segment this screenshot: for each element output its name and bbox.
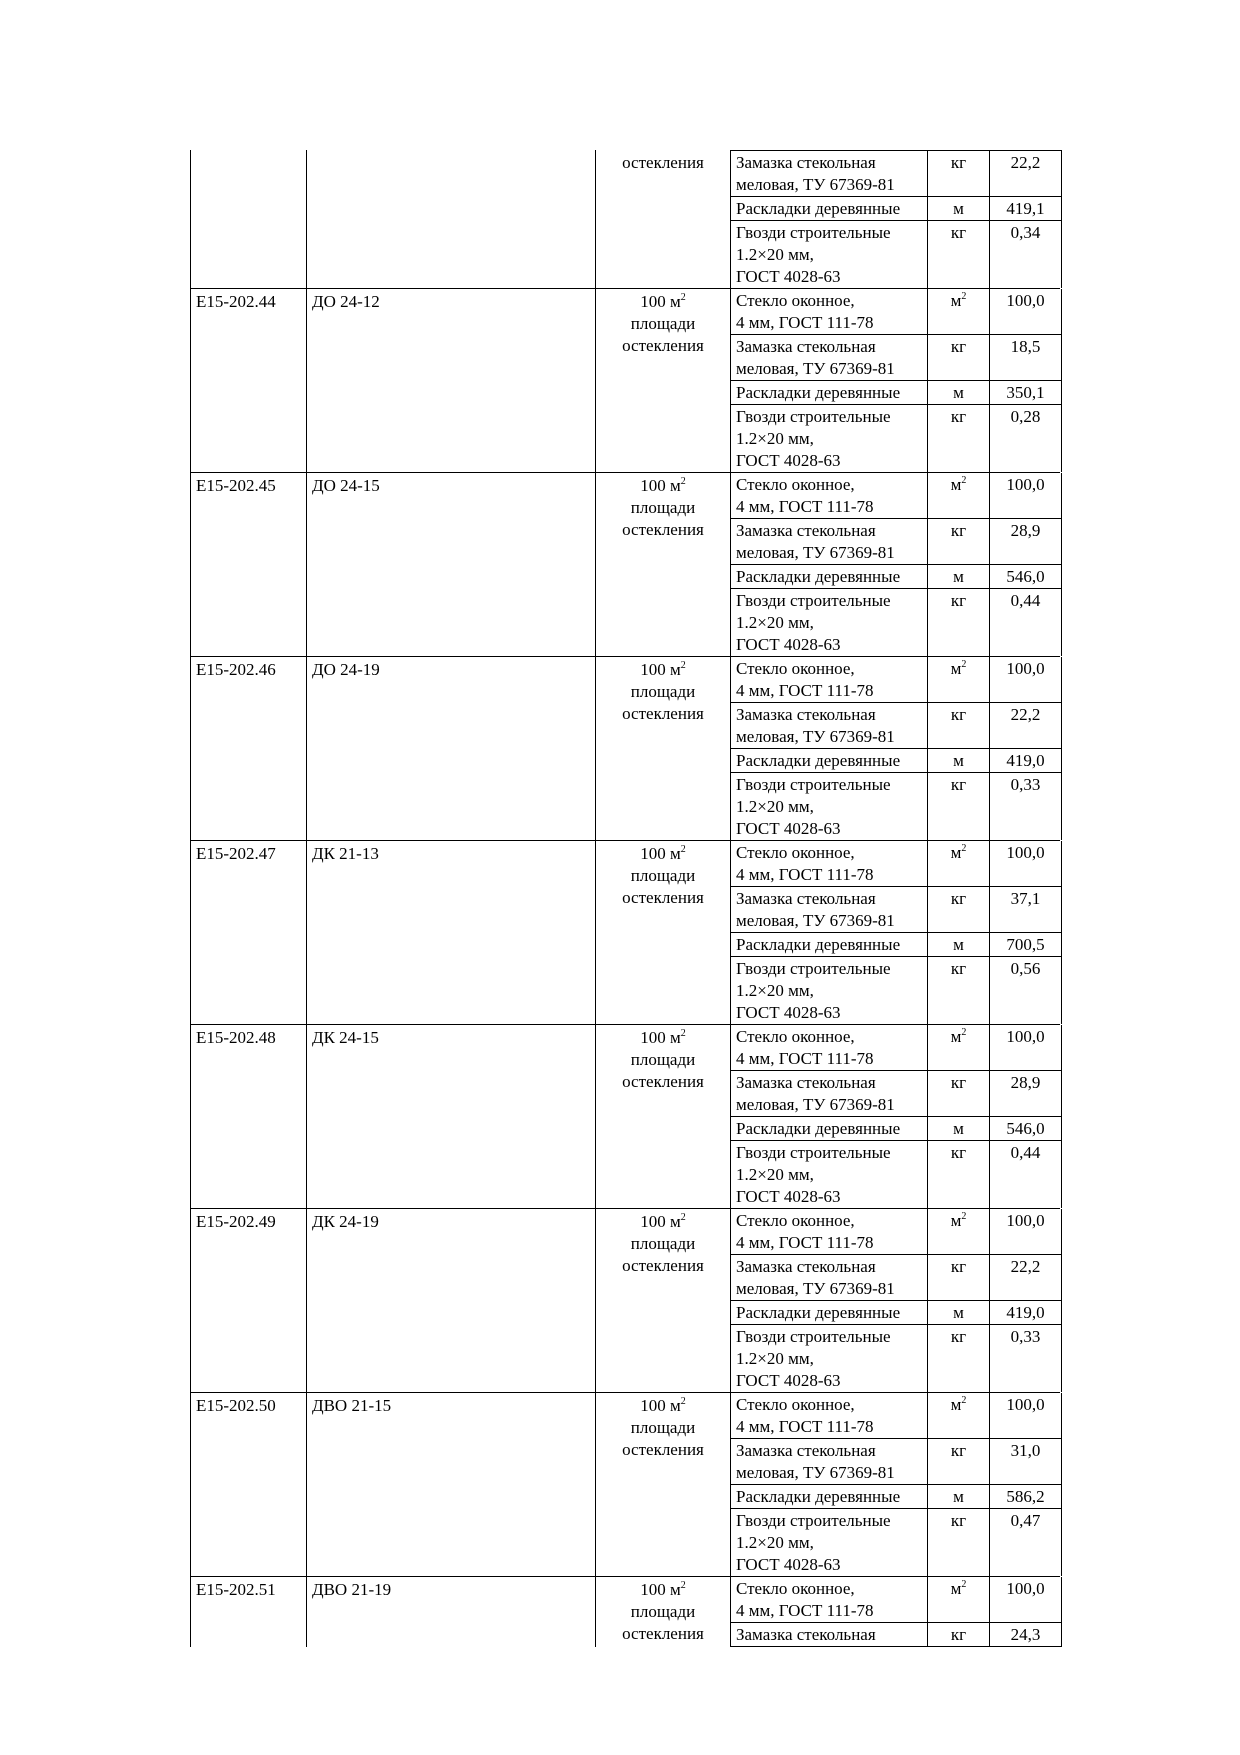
resource-name: [731, 933, 927, 956]
resource-name-line: Стекло оконное,: [736, 1395, 855, 1414]
measure-unit-line: площади: [630, 866, 696, 885]
measure-unit-line: остекления: [622, 520, 704, 539]
resource-unit: кг: [927, 589, 989, 656]
resource-quantity: 31,0: [989, 1439, 1061, 1484]
resource-quantity: 100,0: [989, 1025, 1061, 1070]
resource-row: [731, 1484, 1061, 1508]
resource-row: [731, 196, 1061, 220]
measure-unit-line: 100 $м^2$: [640, 1028, 686, 1047]
superscript: 2: [680, 660, 686, 671]
resource-row: [731, 1140, 1061, 1208]
measure-unit-line: 100 $м^2$: [640, 844, 686, 863]
resource-name-line: Стекло оконное,: [736, 1211, 855, 1230]
superscript: 2: [680, 292, 686, 303]
resource-quantity: 22,2: [989, 703, 1061, 748]
resource-quantity: 419,0: [989, 1301, 1061, 1324]
resource-unit: кг: [927, 1325, 989, 1392]
resource-row: [731, 380, 1061, 404]
resource-name-line: 4 мм, ГОСТ 111-78: [736, 681, 874, 700]
superscript: 2: [680, 844, 686, 855]
resource-row: [731, 473, 1061, 518]
norm-code: Е15-202.48: [190, 1025, 306, 1208]
resource-unit: кг: [927, 1141, 989, 1208]
norm-code: [190, 150, 306, 288]
measure-unit-line: остекления: [622, 888, 704, 907]
resource-name: [731, 335, 927, 380]
norm-code: Е15-202.44: [190, 289, 306, 472]
resource-quantity: 22,2: [989, 151, 1061, 196]
resource-unit: кг: [927, 335, 989, 380]
product-name: ДО 24-12: [306, 289, 595, 472]
resource-name-line: ГОСТ 4028-63: [736, 1003, 841, 1022]
product-name: ДВО 21-19: [306, 1577, 595, 1647]
resource-name-line: 4 мм, ГОСТ 111-78: [736, 497, 874, 516]
resource-name-line: 4 мм, ГОСТ 111-78: [736, 865, 874, 884]
measure-unit-line: остекления: [622, 704, 704, 723]
resource-quantity: 546,0: [989, 1117, 1061, 1140]
resource-unit: $м^2$: [927, 1025, 989, 1070]
resource-row: [731, 518, 1061, 564]
resource-name-line: 4 мм, ГОСТ 111-78: [736, 1049, 874, 1068]
resource-quantity: 0,34: [989, 221, 1061, 288]
resource-quantity: 28,9: [989, 1071, 1061, 1116]
measure-unit-line: площади: [630, 314, 696, 333]
resource-name-line: Стекло оконное,: [736, 475, 855, 494]
resource-quantity: 0,28: [989, 405, 1061, 472]
resource-name: [731, 151, 927, 196]
resource-row: [731, 150, 1061, 196]
resource-name: [731, 1025, 927, 1070]
resource-quantity: 419,0: [989, 749, 1061, 772]
resource-unit: м: [927, 565, 989, 588]
superscript: 2: [961, 475, 967, 486]
resource-row: [731, 1070, 1061, 1116]
resource-row: [731, 220, 1061, 288]
resource-name: [731, 565, 927, 588]
resource-quantity: 100,0: [989, 841, 1061, 886]
resource-name-line: ГОСТ 4028-63: [736, 1555, 841, 1574]
resource-quantity: 28,9: [989, 519, 1061, 564]
resource-name-line: меловая, ТУ 67369-81: [736, 543, 895, 562]
resource-unit: м: [927, 197, 989, 220]
resource-unit: м: [927, 1301, 989, 1324]
resource-name-line: 1.2×20 мм,: [736, 797, 814, 816]
superscript: 2: [961, 659, 967, 670]
resource-unit: кг: [927, 519, 989, 564]
resource-name: [731, 703, 927, 748]
measure-unit-line: 100 $м^2$: [640, 1212, 686, 1231]
resource-name-line: ГОСТ 4028-63: [736, 1371, 841, 1390]
measure-unit-line: площади: [630, 1050, 696, 1069]
resource-name-line: Замазка стекольная: [736, 1257, 876, 1276]
measure-unit-line: 100 $м^2$: [640, 660, 686, 679]
resource-name-line: Замазка стекольная: [736, 1441, 876, 1460]
resource-name-line: 4 мм, ГОСТ 111-78: [736, 1417, 874, 1436]
resource-name-line: Стекло оконное,: [736, 291, 855, 310]
resource-name-line: Раскладки деревянные: [736, 1119, 901, 1138]
resource-name: [731, 749, 927, 772]
resource-name-line: Стекло оконное,: [736, 1027, 855, 1046]
norm-entry: [190, 150, 1060, 288]
resource-quantity: 419,1: [989, 197, 1061, 220]
resource-name-line: Замазка стекольная: [736, 889, 876, 908]
measure-unit-line: остекления: [622, 1256, 704, 1275]
superscript: 2: [680, 1396, 686, 1407]
resource-name-line: Гвозди строительные: [736, 591, 891, 610]
resource-row: [731, 564, 1061, 588]
measure-unit: [595, 289, 730, 472]
resource-name-line: Гвозди строительные: [736, 775, 891, 794]
resource-row: [731, 334, 1061, 380]
resource-name-line: ГОСТ 4028-63: [736, 1187, 841, 1206]
resource-name: [731, 1209, 927, 1254]
resource-quantity: 24,3: [989, 1623, 1061, 1646]
resource-name-line: 1.2×20 мм,: [736, 1349, 814, 1368]
measure-unit-line: остекления: [622, 1440, 704, 1459]
resource-name-line: Стекло оконное,: [736, 843, 855, 862]
resource-unit: кг: [927, 405, 989, 472]
resource-unit: кг: [927, 1255, 989, 1300]
resource-name-line: Замазка стекольная: [736, 153, 876, 172]
norm-entry: [190, 656, 1060, 840]
norm-entry: [190, 288, 1060, 472]
resource-row: [731, 1300, 1061, 1324]
resource-name-line: 1.2×20 мм,: [736, 1165, 814, 1184]
measure-unit: [595, 150, 730, 288]
resource-row: [731, 588, 1061, 656]
superscript: 2: [680, 1580, 686, 1591]
resource-name-line: Гвозди строительные: [736, 223, 891, 242]
resources-table: [730, 289, 1062, 472]
resource-quantity: 0,33: [989, 1325, 1061, 1392]
resource-row: [731, 841, 1061, 886]
resource-unit: кг: [927, 1071, 989, 1116]
resource-name-line: Замазка стекольная: [736, 705, 876, 724]
resource-name: [731, 1325, 927, 1392]
resource-unit: кг: [927, 773, 989, 840]
superscript: 2: [961, 1579, 967, 1590]
resource-unit: кг: [927, 1439, 989, 1484]
resource-name-line: меловая, ТУ 67369-81: [736, 1095, 895, 1114]
resource-row: [731, 1393, 1061, 1438]
resource-name-line: меловая, ТУ 67369-81: [736, 727, 895, 746]
product-name: ДО 24-15: [306, 473, 595, 656]
superscript: 2: [961, 843, 967, 854]
measure-unit-line: 100 $м^2$: [640, 476, 686, 495]
resource-quantity: 350,1: [989, 381, 1061, 404]
resource-unit: $м^2$: [927, 473, 989, 518]
resources-table: [730, 1577, 1062, 1647]
resource-name: [731, 519, 927, 564]
resource-row: [731, 1025, 1061, 1070]
measure-unit-line: площади: [630, 1234, 696, 1253]
superscript: 2: [680, 476, 686, 487]
resource-quantity: 0,47: [989, 1509, 1061, 1576]
resource-name: [731, 1393, 927, 1438]
product-name: ДВО 21-15: [306, 1393, 595, 1576]
superscript: 2: [961, 291, 967, 302]
measure-unit-line: 100 $м^2$: [640, 1580, 686, 1599]
superscript: 2: [680, 1028, 686, 1039]
resource-unit: кг: [927, 887, 989, 932]
norm-entry: [190, 1024, 1060, 1208]
resource-name-line: Раскладки деревянные: [736, 1487, 901, 1506]
resource-name: [731, 1301, 927, 1324]
measure-unit-line: площади: [630, 498, 696, 517]
resource-quantity: 100,0: [989, 1577, 1061, 1622]
resources-table: [730, 473, 1062, 656]
resource-unit: кг: [927, 221, 989, 288]
norm-code: Е15-202.51: [190, 1577, 306, 1647]
resource-row: [731, 1209, 1061, 1254]
resource-name-line: 1.2×20 мм,: [736, 429, 814, 448]
resource-unit: $м^2$: [927, 657, 989, 702]
resources-table: [730, 1209, 1062, 1392]
resource-name-line: меловая, ТУ 67369-81: [736, 911, 895, 930]
resource-name: [731, 1071, 927, 1116]
resource-quantity: 546,0: [989, 565, 1061, 588]
resource-name: [731, 1255, 927, 1300]
resource-name: [731, 773, 927, 840]
resource-name: [731, 1509, 927, 1576]
resource-unit: $м^2$: [927, 1209, 989, 1254]
resource-unit: $м^2$: [927, 289, 989, 334]
product-name: [306, 150, 595, 288]
measure-unit: [595, 1577, 730, 1647]
measure-unit: [595, 1393, 730, 1576]
resource-name-line: Раскладки деревянные: [736, 1303, 901, 1322]
resource-unit: $м^2$: [927, 1393, 989, 1438]
measure-unit-line: площади: [630, 1418, 696, 1437]
resource-row: [731, 886, 1061, 932]
measure-unit: [595, 1025, 730, 1208]
resource-name-line: Гвозди строительные: [736, 407, 891, 426]
resource-name: [731, 473, 927, 518]
resource-quantity: 700,5: [989, 933, 1061, 956]
norm-entry: [190, 1576, 1060, 1647]
resource-quantity: 37,1: [989, 887, 1061, 932]
resource-row: [731, 1116, 1061, 1140]
norm-code: Е15-202.45: [190, 473, 306, 656]
measure-unit-line: остекления: [622, 1624, 704, 1643]
resources-table: [730, 150, 1062, 288]
resource-name-line: Замазка стекольная: [736, 1073, 876, 1092]
norm-code: Е15-202.49: [190, 1209, 306, 1392]
norm-entry: [190, 472, 1060, 656]
resource-row: [731, 1324, 1061, 1392]
resource-quantity: 100,0: [989, 473, 1061, 518]
resource-unit: кг: [927, 1623, 989, 1646]
product-name: ДК 24-19: [306, 1209, 595, 1392]
measure-unit-line: остекления: [622, 1072, 704, 1091]
measure-unit-line: площади: [630, 1602, 696, 1621]
resource-name-line: 4 мм, ГОСТ 111-78: [736, 1233, 874, 1252]
resource-name: [731, 887, 927, 932]
measure-unit-line: 100 $м^2$: [640, 292, 686, 311]
norm-code: Е15-202.50: [190, 1393, 306, 1576]
measure-unit: [595, 1209, 730, 1392]
resource-unit: кг: [927, 957, 989, 1024]
resource-name: [731, 197, 927, 220]
resource-name-line: Раскладки деревянные: [736, 751, 901, 770]
resource-name-line: Стекло оконное,: [736, 659, 855, 678]
resource-name-line: ГОСТ 4028-63: [736, 819, 841, 838]
measure-unit: [595, 473, 730, 656]
resource-name: [731, 1623, 927, 1646]
resource-quantity: 100,0: [989, 657, 1061, 702]
resources-table: [730, 1393, 1062, 1576]
norm-entry: [190, 1392, 1060, 1576]
resource-name-line: Гвозди строительные: [736, 1143, 891, 1162]
resource-name: [731, 1485, 927, 1508]
superscript: 2: [961, 1395, 967, 1406]
resource-unit: м: [927, 933, 989, 956]
resource-name: [731, 381, 927, 404]
resource-quantity: 18,5: [989, 335, 1061, 380]
resource-unit: м: [927, 1485, 989, 1508]
resource-quantity: 0,44: [989, 589, 1061, 656]
resource-quantity: 100,0: [989, 289, 1061, 334]
resource-quantity: 586,2: [989, 1485, 1061, 1508]
resource-unit: м: [927, 749, 989, 772]
resource-name-line: 4 мм, ГОСТ 111-78: [736, 313, 874, 332]
resources-table: [730, 841, 1062, 1024]
resource-quantity: 0,56: [989, 957, 1061, 1024]
resource-unit: кг: [927, 1509, 989, 1576]
resource-name-line: Раскладки деревянные: [736, 935, 901, 954]
resource-row: [731, 932, 1061, 956]
resource-name-line: Раскладки деревянные: [736, 383, 901, 402]
resource-name-line: Замазка стекольная: [736, 1625, 876, 1644]
resource-name-line: 1.2×20 мм,: [736, 981, 814, 1000]
resource-row: [731, 1508, 1061, 1576]
resource-name: [731, 221, 927, 288]
resource-name-line: 1.2×20 мм,: [736, 245, 814, 264]
norm-entry: [190, 1208, 1060, 1392]
resource-name: [731, 657, 927, 702]
resource-name-line: меловая, ТУ 67369-81: [736, 1463, 895, 1482]
resource-row: [731, 748, 1061, 772]
resource-name: [731, 957, 927, 1024]
resource-name: [731, 289, 927, 334]
resource-row: [731, 404, 1061, 472]
resource-row: [731, 1438, 1061, 1484]
resource-unit: кг: [927, 703, 989, 748]
superscript: 2: [680, 1212, 686, 1223]
resource-name-line: меловая, ТУ 67369-81: [736, 1279, 895, 1298]
measure-unit-line: остекления: [622, 153, 704, 172]
resource-row: [731, 1254, 1061, 1300]
resource-name-line: меловая, ТУ 67369-81: [736, 175, 895, 194]
measure-unit-line: площади: [630, 682, 696, 701]
resource-row: [731, 1622, 1061, 1647]
resource-quantity: 22,2: [989, 1255, 1061, 1300]
resource-name: [731, 1141, 927, 1208]
resource-row: [731, 289, 1061, 334]
resource-unit: кг: [927, 151, 989, 196]
resource-row: [731, 772, 1061, 840]
norm-code: Е15-202.46: [190, 657, 306, 840]
resource-name: [731, 1577, 927, 1622]
resource-name-line: Замазка стекольная: [736, 521, 876, 540]
superscript: 2: [961, 1211, 967, 1222]
resource-name-line: 1.2×20 мм,: [736, 1533, 814, 1552]
resource-name: [731, 405, 927, 472]
measure-unit: [595, 657, 730, 840]
resource-unit: $м^2$: [927, 841, 989, 886]
product-name: ДО 24-19: [306, 657, 595, 840]
resource-name-line: 4 мм, ГОСТ 111-78: [736, 1601, 874, 1620]
norm-entry: [190, 840, 1060, 1024]
resource-name: [731, 1117, 927, 1140]
resource-quantity: 0,33: [989, 773, 1061, 840]
resource-unit: м: [927, 1117, 989, 1140]
measure-unit-line: остекления: [622, 336, 704, 355]
resource-unit: м: [927, 381, 989, 404]
resource-name: [731, 1439, 927, 1484]
resource-name-line: Раскладки деревянные: [736, 567, 901, 586]
resources-table: [730, 657, 1062, 840]
materials-norms-table: [190, 150, 1060, 1647]
resource-name-line: ГОСТ 4028-63: [736, 635, 841, 654]
resource-quantity: 0,44: [989, 1141, 1061, 1208]
resources-table: [730, 1025, 1062, 1208]
product-name: ДК 21-13: [306, 841, 595, 1024]
resource-name-line: Раскладки деревянные: [736, 199, 901, 218]
resource-row: [731, 702, 1061, 748]
resource-name-line: 1.2×20 мм,: [736, 613, 814, 632]
resource-name-line: Гвозди строительные: [736, 1511, 891, 1530]
measure-unit: [595, 841, 730, 1024]
resource-name-line: Гвозди строительные: [736, 1327, 891, 1346]
resource-name-line: меловая, ТУ 67369-81: [736, 359, 895, 378]
resource-row: [731, 657, 1061, 702]
measure-unit-line: 100 $м^2$: [640, 1396, 686, 1415]
resource-quantity: 100,0: [989, 1209, 1061, 1254]
resource-name-line: Гвозди строительные: [736, 959, 891, 978]
resource-row: [731, 956, 1061, 1024]
resource-name-line: ГОСТ 4028-63: [736, 451, 841, 470]
resource-name-line: ГОСТ 4028-63: [736, 267, 841, 286]
resource-name: [731, 589, 927, 656]
resource-quantity: 100,0: [989, 1393, 1061, 1438]
norm-code: Е15-202.47: [190, 841, 306, 1024]
product-name: ДК 24-15: [306, 1025, 595, 1208]
resource-name-line: Стекло оконное,: [736, 1579, 855, 1598]
resource-name: [731, 841, 927, 886]
resource-name-line: Замазка стекольная: [736, 337, 876, 356]
resource-unit: $м^2$: [927, 1577, 989, 1622]
superscript: 2: [961, 1027, 967, 1038]
resource-row: [731, 1577, 1061, 1622]
